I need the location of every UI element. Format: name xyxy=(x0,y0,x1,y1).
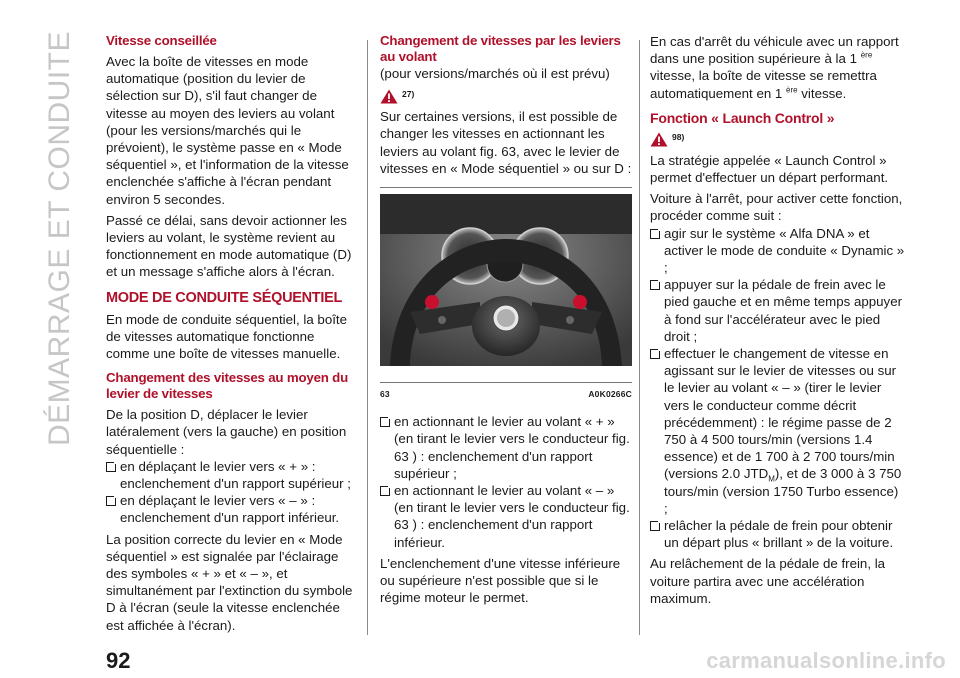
bullet-item xyxy=(650,517,905,551)
bullet-text: en déplaçant le levier vers « + » : enclenchement d'un rapport supérieur ; xyxy=(120,458,351,492)
heading-changement-levier: Changement des vitesses au moyen du levier de vitesses xyxy=(106,370,349,402)
paragraph: L'enclenchement d'une vitesse inférieure ou supérieure n'est possible que si le régime moteur le permet. xyxy=(380,555,621,606)
checkbox-bullet-icon xyxy=(650,229,660,239)
heading-changement-volant: Changement de vitesses par les leviers au volant xyxy=(380,33,621,64)
figure-number: 63 xyxy=(380,389,390,400)
figure-steering-wheel xyxy=(380,187,632,383)
checkbox-bullet-icon xyxy=(380,486,390,496)
bullet-text: relâcher la pédale de frein pour obtenir un départ plus « brillant » de la voiture. xyxy=(664,518,894,551)
column-1 xyxy=(106,33,358,634)
paragraph-stop: En cas d'arrêt du véhicule avec un rapport dans une position supérieure à la 1 $^{ère}$ vitesse, la boîte de vitesse se remettra automatiquement en 1 $^{ère}$ vitesse. xyxy=(650,34,899,101)
warning-reference xyxy=(650,132,905,148)
bullet-text: effectuer le changement de vitesse en agissant sur le levier de vitesses ou sur le levier au volant « – » (tirer le levier vers le conducteur comme décrit précédemment) : le régime passe de 2 750 à 4 500 tours/min (versions 1.4 essence) et de 1 700 à 2 700 tours/min (versions 2.0 $JTD_M$), et de 3 000 à 3 750 tours/min (version 1750 Turbo essence) ; xyxy=(664,346,902,516)
warning-triangle-icon xyxy=(380,89,398,104)
paragraph: La stratégie appelée « Launch Control » permet d'effectuer un départ performant. xyxy=(650,152,889,186)
checkbox-bullet-icon xyxy=(650,521,660,531)
bullet-item xyxy=(650,345,905,517)
checkbox-bullet-icon xyxy=(106,496,116,506)
bullet-item xyxy=(650,276,905,345)
checkbox-bullet-icon xyxy=(650,280,660,290)
paragraph: Voiture à l'arrêt, pour activer cette fonction, procéder comme suit : xyxy=(650,191,903,224)
column-divider-1 xyxy=(367,40,368,635)
watermark: carmanualsonline.info xyxy=(706,648,946,673)
column-divider-2 xyxy=(639,40,640,635)
heading-mode-sequentiel: MODE DE CONDUITE SÉQUENTIEL xyxy=(106,289,343,306)
page-number: 92 xyxy=(106,648,131,673)
chapter-side-title xyxy=(40,31,80,631)
bullet-item xyxy=(106,458,358,492)
bullet-text: en actionnant le levier au volant « – » (en tirant le levier vers le conducteur fig. 63 ) : enclenchement d'un rapport inférieur. xyxy=(394,483,630,550)
paragraph: Au relâchement de la pédale de frein, la voiture partira avec une accélération maximum. xyxy=(650,556,886,606)
warning-reference xyxy=(380,88,632,104)
column-2 xyxy=(380,33,632,606)
heading-launch-control: Fonction « Launch Control » xyxy=(650,109,835,126)
checkbox-bullet-icon xyxy=(106,462,116,472)
bullet-text: agir sur le système « Alfa DNA » et activer le mode de conduite « Dynamic » ; xyxy=(664,225,905,276)
bullet-text: en déplaçant le levier vers « – » : enclenchement d'un rapport inférieur. xyxy=(120,493,340,526)
paragraph: De la position D, déplacer le levier latéralement (vers la gauche) en position séquentielle : xyxy=(106,407,347,457)
paragraph: Avec la boîte de vitesses en mode automatique (position du levier de sélection sur D), s'il faut changer de vitesse au moyen des leviers au volant (pour les versions/marchés qui le prévoient), le système passe en « Mode séquentiel », et l'information de la vitesse enclenchée s'affiche à l'écran pendant environ 5 secondes. xyxy=(106,54,349,207)
steering-wheel-illustration xyxy=(380,194,632,366)
bullet-item xyxy=(650,225,905,277)
heading-vitesse-conseillee: Vitesse conseillée xyxy=(106,33,217,48)
subheading-versions: (pour versions/marchés où il est prévu) xyxy=(380,66,610,81)
warning-ref-number: 98) xyxy=(672,132,685,143)
paragraph: Passé ce délai, sans devoir actionner les leviers au volant, le système revient au fonctionnement en mode automatique (D) et un message s'affiche alors à l'écran. xyxy=(106,212,352,280)
bullet-text: en actionnant le levier au volant « + » (en tirant le levier vers le conducteur fig. 63 ) : enclenchement d'un rapport supérieur ; xyxy=(394,414,630,481)
bullet-item xyxy=(106,492,358,526)
bullet-item xyxy=(380,482,632,551)
warning-triangle-icon xyxy=(650,132,668,147)
paragraph: Sur certaines versions, il est possible de changer les vitesses en actionnant les leviers au volant fig. 63, avec le levier de vitesses en « Mode séquentiel » ou sur D : xyxy=(380,109,632,176)
bullet-text: appuyer sur la pédale de frein avec le pied gauche et en même temps appuyer à fond sur l'accélérateur avec le pied droit ; xyxy=(664,277,903,344)
checkbox-bullet-icon xyxy=(380,417,390,427)
chapter-title-text: DÉMARRAGE ET CONDUITE xyxy=(43,31,76,446)
bullet-item xyxy=(380,413,632,482)
column-3 xyxy=(650,33,905,607)
warning-ref-number: 27) xyxy=(402,88,415,99)
figure-caption xyxy=(380,386,632,403)
paragraph: En mode de conduite séquentiel, la boîte de vitesses automatique fonctionne comme une boîte de vitesses manuelle. xyxy=(106,311,347,362)
checkbox-bullet-icon xyxy=(650,349,660,359)
figure-code: A0K0266C xyxy=(588,389,632,400)
paragraph: La position correcte du levier en « Mode séquentiel » est signalée par l'éclairage des symboles « + » et « – », et simultanément par l'extinction du symbole D à l'écran (seule la vitesse enclenchée est affichée à l'écran). xyxy=(106,531,353,633)
